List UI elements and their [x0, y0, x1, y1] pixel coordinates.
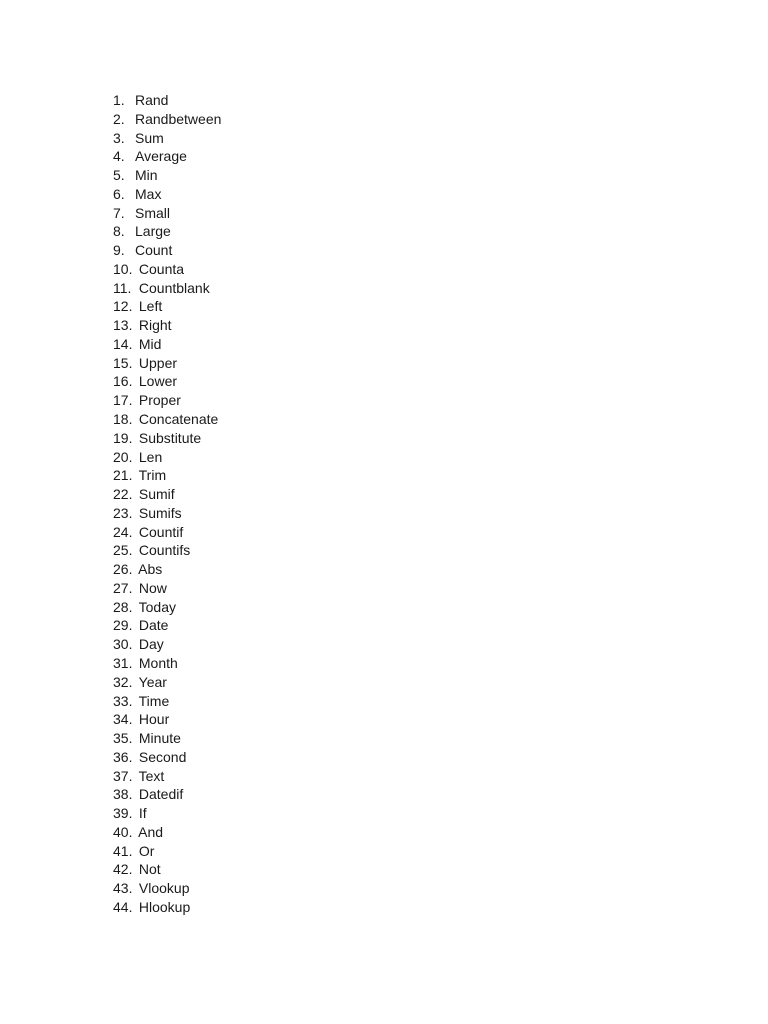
list-item-label: Date: [138, 617, 169, 634]
list-item-number: 38.: [113, 786, 133, 803]
list-item-label: Min: [135, 167, 158, 184]
list-item: [113, 635, 221, 654]
list-item-label: Hlookup: [138, 898, 191, 915]
list-item-number: 5.: [113, 167, 125, 184]
list-item-number: 12.: [113, 298, 133, 315]
list-item-label: Text: [138, 767, 165, 784]
list-item-label: Upper: [138, 354, 178, 371]
list-item: [113, 354, 221, 373]
list-item: [113, 316, 221, 335]
list-item: [113, 616, 221, 635]
list-item-number: 1.: [113, 92, 125, 108]
list-item-number: 32.: [113, 673, 133, 690]
list-item-label: Countif: [138, 523, 184, 540]
list-item: [113, 166, 221, 185]
list-item: [113, 279, 221, 298]
list-item-label: Hour: [138, 711, 170, 728]
list-item-number: 7.: [113, 204, 125, 221]
list-item-label: Minute: [138, 730, 181, 747]
list-item-number: 24.: [113, 523, 133, 540]
list-item-number: 40.: [113, 823, 133, 840]
list-item-label: Proper: [138, 392, 181, 409]
list-item: [113, 804, 221, 823]
list-item-number: 10.: [113, 260, 133, 277]
list-item: [113, 429, 221, 448]
list-item-number: 37.: [113, 767, 133, 784]
list-item-number: 44.: [113, 898, 133, 915]
list-item-number: 18.: [113, 411, 133, 428]
list-item-number: 34.: [113, 711, 133, 728]
list-item-label: Not: [138, 861, 161, 878]
list-item: [113, 391, 221, 410]
list-item-label: Or: [138, 842, 155, 859]
list-item-number: 26.: [113, 561, 133, 578]
list-item-label: Concatenate: [138, 411, 219, 428]
list-item-label: Small: [135, 204, 171, 221]
list-item: [113, 898, 221, 917]
list-item-label: Countifs: [138, 542, 191, 559]
list-item-number: 30.: [113, 636, 133, 653]
list-item-label: Time: [138, 692, 170, 709]
list-item: [113, 297, 221, 316]
list-item-number: 19.: [113, 429, 133, 446]
list-item: [113, 222, 221, 241]
list-item: [113, 523, 221, 542]
list-item-number: 11.: [113, 279, 132, 296]
list-item-label: Lower: [138, 373, 178, 390]
list-item-label: Year: [138, 673, 167, 690]
list-item-label: Vlookup: [138, 880, 190, 897]
function-list: [113, 91, 221, 917]
list-item: [113, 823, 221, 842]
list-item-number: 15.: [113, 354, 133, 371]
list-item-number: 43.: [113, 880, 133, 897]
list-item-number: 20.: [113, 448, 133, 465]
list-item-number: 35.: [113, 730, 133, 747]
list-item-number: 23.: [113, 504, 133, 521]
list-item: [113, 448, 221, 467]
list-item: [113, 879, 221, 898]
list-item: [113, 654, 221, 673]
list-item-label: Counta: [138, 260, 185, 277]
list-item-label: Count: [135, 242, 173, 259]
list-item-label: Today: [138, 598, 176, 615]
list-item-number: 3.: [113, 129, 125, 146]
list-item-label: If: [138, 805, 147, 822]
list-item-label: Right: [138, 317, 172, 334]
list-item-label: Substitute: [138, 429, 202, 446]
list-item: [113, 504, 221, 523]
list-item-number: 31.: [113, 654, 133, 671]
list-item: [113, 767, 221, 786]
list-item: [113, 466, 221, 485]
list-item: [113, 598, 221, 617]
list-item-number: 16.: [113, 373, 133, 390]
list-item-label: Rand: [135, 92, 169, 108]
list-item-number: 21.: [113, 467, 133, 484]
list-item-number: 6.: [113, 185, 125, 202]
list-item-number: 41.: [113, 842, 133, 859]
list-item-label: Mid: [138, 335, 162, 352]
list-item-number: 42.: [113, 861, 133, 878]
list-item-label: Month: [138, 654, 178, 671]
list-item-label: Datedif: [138, 786, 184, 803]
list-item-label: Large: [135, 223, 171, 240]
list-item: [113, 147, 221, 166]
list-item-label: Sumif: [138, 486, 175, 503]
list-item-label: Max: [135, 185, 162, 202]
list-item: [113, 260, 221, 279]
list-item: [113, 673, 221, 692]
list-item-number: 22.: [113, 486, 133, 503]
list-item: [113, 410, 221, 429]
list-item-number: 28.: [113, 598, 133, 615]
list-item-label: Sumifs: [138, 504, 182, 521]
list-item: [113, 485, 221, 504]
list-item-number: 17.: [113, 392, 133, 409]
list-item: [113, 748, 221, 767]
list-item: [113, 729, 221, 748]
list-item: [113, 204, 221, 223]
list-item: [113, 241, 221, 260]
list-item-number: 29.: [113, 617, 133, 634]
list-item: [113, 692, 221, 711]
list-item: [113, 335, 221, 354]
list-item-label: Average: [135, 148, 187, 165]
list-item-label: Randbetween: [135, 110, 222, 127]
list-item-label: Countblank: [138, 279, 210, 296]
list-item-number: 39.: [113, 805, 133, 822]
list-item-label: And: [138, 823, 164, 840]
list-item-number: 25.: [113, 542, 133, 559]
list-item-label: Now: [138, 579, 167, 596]
list-item: [113, 541, 221, 560]
list-item: [113, 129, 221, 148]
list-item-label: Trim: [138, 467, 167, 484]
list-item-label: Left: [138, 298, 163, 315]
list-item-number: 8.: [113, 223, 125, 240]
list-item-number: 36.: [113, 748, 133, 765]
list-item-number: 4.: [113, 148, 125, 165]
list-item-label: Second: [138, 748, 187, 765]
list-item: [113, 785, 221, 804]
list-item: [113, 91, 221, 110]
list-item: [113, 842, 221, 861]
list-item-number: 9.: [113, 242, 125, 259]
list-item: [113, 860, 221, 879]
list-item-label: Abs: [138, 561, 163, 578]
list-item-number: 13.: [113, 317, 133, 334]
list-item: [113, 710, 221, 729]
list-item: [113, 372, 221, 391]
list-item-label: Len: [138, 448, 163, 465]
list-item: [113, 185, 221, 204]
list-item-number: 2.: [113, 110, 125, 127]
list-item-number: 27.: [113, 579, 133, 596]
list-item: [113, 560, 221, 579]
list-item: [113, 579, 221, 598]
list-item: [113, 110, 221, 129]
list-item-label: Sum: [135, 129, 164, 146]
list-item-number: 14.: [113, 335, 133, 352]
list-item-number: 33.: [113, 692, 133, 709]
list-item-label: Day: [138, 636, 164, 653]
